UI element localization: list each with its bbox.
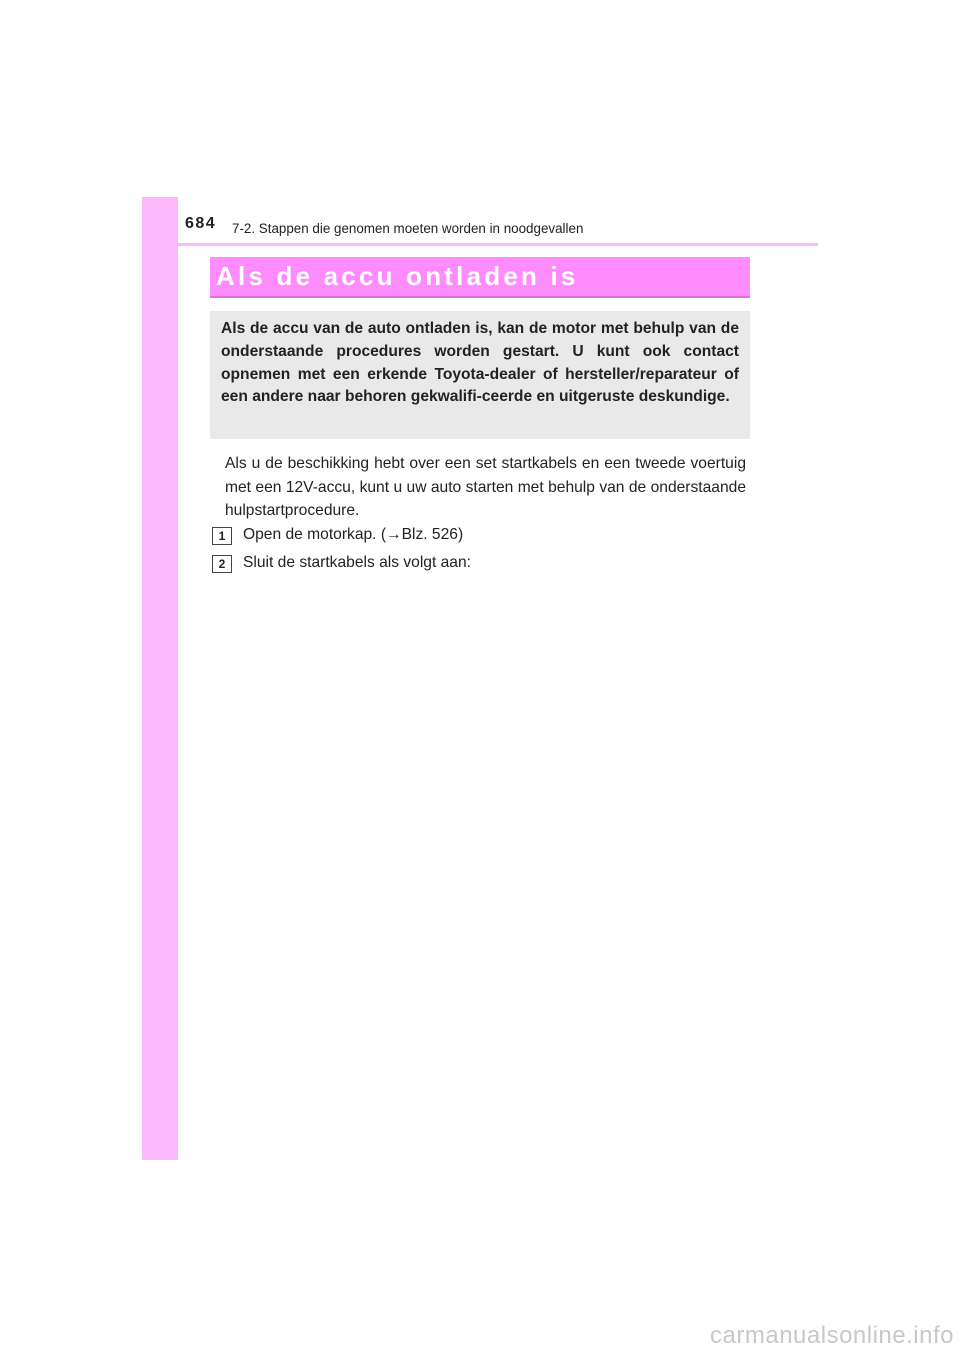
intro-text: Als de accu van de auto ontladen is, kan de motor met behulp van de onderstaande procedures worden gestart. U kunt ook contact opnemen met een erkende Toyota-dealer of hersteller/reparateur of een andere naar behoren gekwalifi-ceerde en uitgeruste deskundige.: [221, 320, 739, 406]
header-divider: [142, 243, 818, 246]
step-text: Open de motorkap. (→Blz. 526): [243, 526, 464, 543]
running-head: 7-2. Stappen die genomen moeten worden in noodgevallen: [232, 221, 584, 236]
chapter-side-tab: [142, 197, 178, 1160]
watermark: carmanualsonline.info: [710, 1322, 954, 1349]
step-text: Sluit de startkabels als volgt aan:: [243, 554, 471, 571]
step-number-badge: 2: [212, 555, 232, 573]
step-number-badge: 1: [212, 527, 232, 545]
section-title: Als de accu ontladen is: [216, 261, 579, 291]
section-banner: [210, 257, 750, 298]
body-paragraph: Als u de beschikking hebt over een set startkabels en een tweede voertuig met een 12V-accu, kunt u uw auto starten met behulp van de onderstaande hulpstartprocedure.: [225, 455, 746, 519]
intro-box: [210, 311, 750, 439]
page-number: 684: [185, 215, 217, 232]
